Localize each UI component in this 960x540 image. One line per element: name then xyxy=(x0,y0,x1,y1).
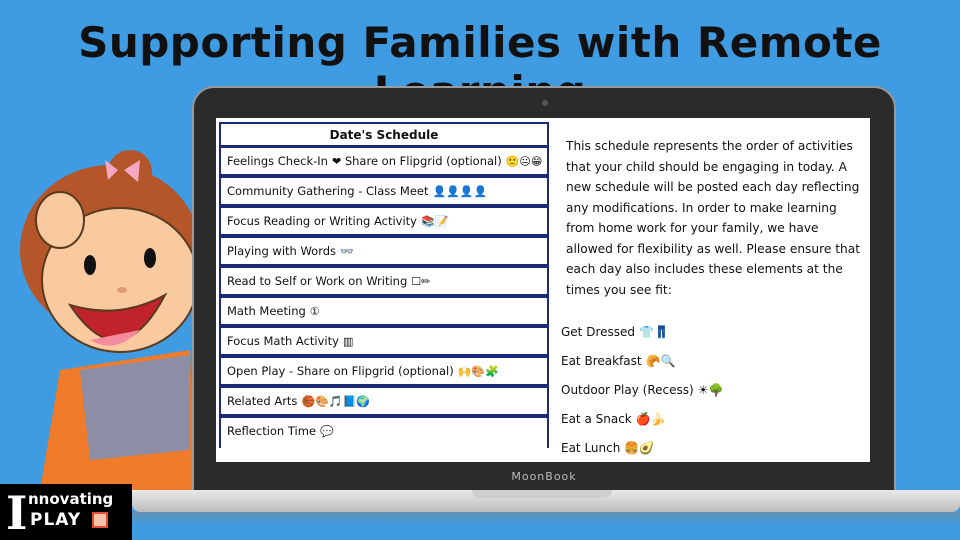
laptop-brand: MoonBook xyxy=(511,470,577,483)
abacus-icon: ▥ xyxy=(342,335,354,348)
speech-bubble-icon: 💬 xyxy=(320,425,334,438)
schedule-description: This schedule represents the order of activities that your child should be engaging in today. A new schedule will be posted each day reflecting any modifications. In order to make learning from home work for your family, we have allowed for flexibility as well. Please ensure that each day also includes these elements at the times you see fit: xyxy=(566,139,860,297)
schedule-row: Math Meeting ① xyxy=(219,298,549,328)
schedule-row: Read to Self or Work on Writing ☐✏ xyxy=(219,268,549,298)
number-icon: ① xyxy=(309,305,320,318)
laptop-screen xyxy=(216,118,870,462)
schedule-row: Community Gathering - Class Meet 👤👤👤👤 xyxy=(219,178,549,208)
heart-icon: ❤ xyxy=(331,155,342,168)
list-item: Outdoor Play (Recess) ☀🌳 xyxy=(561,383,724,397)
schedule-row: Focus Math Activity ▥ xyxy=(219,328,549,358)
laptop-screen-frame xyxy=(192,86,896,496)
laptop-shadow xyxy=(132,512,960,526)
schedule-row: Reflection Time 💬 xyxy=(219,418,549,448)
arts-icons: 🏀🎨🎵📘🌍 xyxy=(301,395,370,408)
list-item: Eat a Snack 🍎🍌 xyxy=(561,412,666,426)
logo-box-icon xyxy=(92,512,108,528)
schedule-table xyxy=(219,122,549,448)
snack-icon: 🍎🍌 xyxy=(635,412,666,426)
schedule-row: Focus Reading or Writing Activity 📚📝 xyxy=(219,208,549,238)
breakfast-icon: 🥐🔍 xyxy=(645,354,676,368)
schedule-row: Playing with Words 👓 xyxy=(219,238,549,268)
page-title: Supporting Families with Remote xyxy=(78,18,882,67)
logo-line1: nnovating xyxy=(28,490,114,508)
list-item: Eat Breakfast 🥐🔍 xyxy=(561,354,676,368)
schedule-row: Open Play - Share on Flipgrid (optional) 🙌🎨🧩 xyxy=(219,358,549,388)
book-icon: 📚📝 xyxy=(421,215,449,228)
innovating-play-logo xyxy=(0,484,132,540)
camera-icon xyxy=(542,100,548,106)
clothes-icon: 👕👖 xyxy=(639,325,669,339)
glasses-icon: 👓 xyxy=(340,245,354,258)
play-icons: 🙌🎨🧩 xyxy=(457,365,499,378)
schedule-row: Related Arts 🏀🎨🎵📘🌍 xyxy=(219,388,549,418)
faces-icon: 🙂😐😁 xyxy=(505,155,543,168)
laptop-notch xyxy=(472,490,612,498)
pencil-icon: ☐✏ xyxy=(411,275,431,288)
sun-tree-icon: ☀🌳 xyxy=(697,383,724,397)
list-item: Get Dressed 👕👖 xyxy=(561,325,669,339)
schedule-header: Date's Schedule xyxy=(219,122,549,148)
daily-elements-list xyxy=(561,322,861,462)
girl-illustration xyxy=(0,130,200,490)
list-item: Eat Lunch 🍔🥑 xyxy=(561,441,655,455)
logo-letter: I xyxy=(6,486,28,540)
people-icon: 👤👤👤👤 xyxy=(432,185,488,198)
lunch-icon: 🍔🥑 xyxy=(624,441,655,455)
laptop-base xyxy=(132,490,960,512)
schedule-row: Feelings Check-In ❤ Share on Flipgrid (optional) 🙂😐😁 xyxy=(219,148,549,178)
logo-line2: PLAY xyxy=(30,510,82,530)
